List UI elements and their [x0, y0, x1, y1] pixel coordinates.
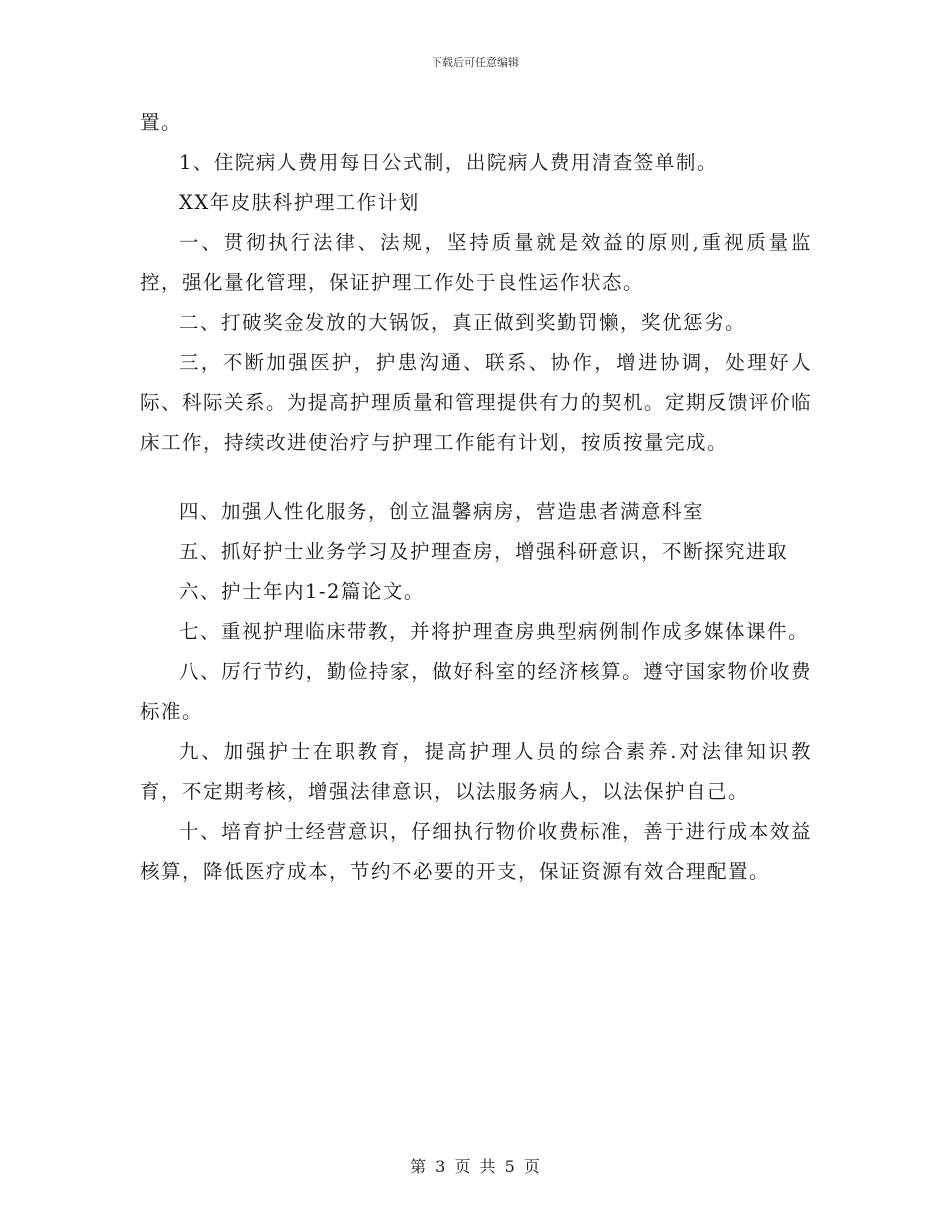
- paragraph-item-two: 二、打破奖金发放的大锅饭，真正做到奖勤罚懒，奖优惩劣。: [179, 311, 747, 334]
- section-title: XX年皮肤科护理工作计划: [179, 191, 420, 214]
- paragraph-item-nine: 九、加强护士在职教育，提高护理人员的综合素养.对法律知识教育，不定期考核，增强法律意识，以法服务病人，以法保护自己。: [140, 740, 812, 803]
- paragraph-item-five: 五、抓好护士业务学习及护理查房，增强科研意识，不断探究进取: [179, 540, 789, 563]
- paragraph-item-six: 六、护士年内1-2篇论文。: [179, 580, 425, 603]
- paragraph-item-three: 三，不断加强医护，护患沟通、联系、协作，增进协调，处理好人际、科际关系。为提高护理质量和管理提供有力的契机。定期反馈评价临床工作，持续改进使治疗与护理工作能有计划，按质按量完成。: [140, 351, 813, 454]
- paragraph-item-seven: 七、重视护理临床带教，并将护理查房典型病例制作成多媒体课件。: [179, 620, 810, 643]
- page-header-note: 下载后可任意编辑: [431, 56, 519, 69]
- paragraph-item-one: 一、贯彻执行法律、法规，坚持质量就是效益的原则,重视质量监控，强化量化管理，保证护理工作处于良性运作状态。: [140, 231, 812, 294]
- page-number: 第 3 页 共 5 页: [410, 1157, 540, 1176]
- paragraph-item-four: 四、加强人性化服务，创立温馨病房，营造患者满意科室: [179, 500, 705, 523]
- paragraph-item-eight: 八、厉行节约，勤俭持家，做好科室的经济核算。遵守国家物价收费标准。: [140, 660, 812, 723]
- paragraph-item-ten: 十、培育护士经营意识，仔细执行物价收费标准，善于进行成本效益核算，降低医疗成本，节约不必要的开支，保证资源有效合理配置。: [140, 820, 812, 883]
- paragraph-continuation: 置。: [140, 111, 183, 134]
- document-body: [140, 103, 812, 892]
- paragraph-item-1: 1、住院病人费用每日公式制，出院病人费用清查签单制。: [179, 151, 718, 174]
